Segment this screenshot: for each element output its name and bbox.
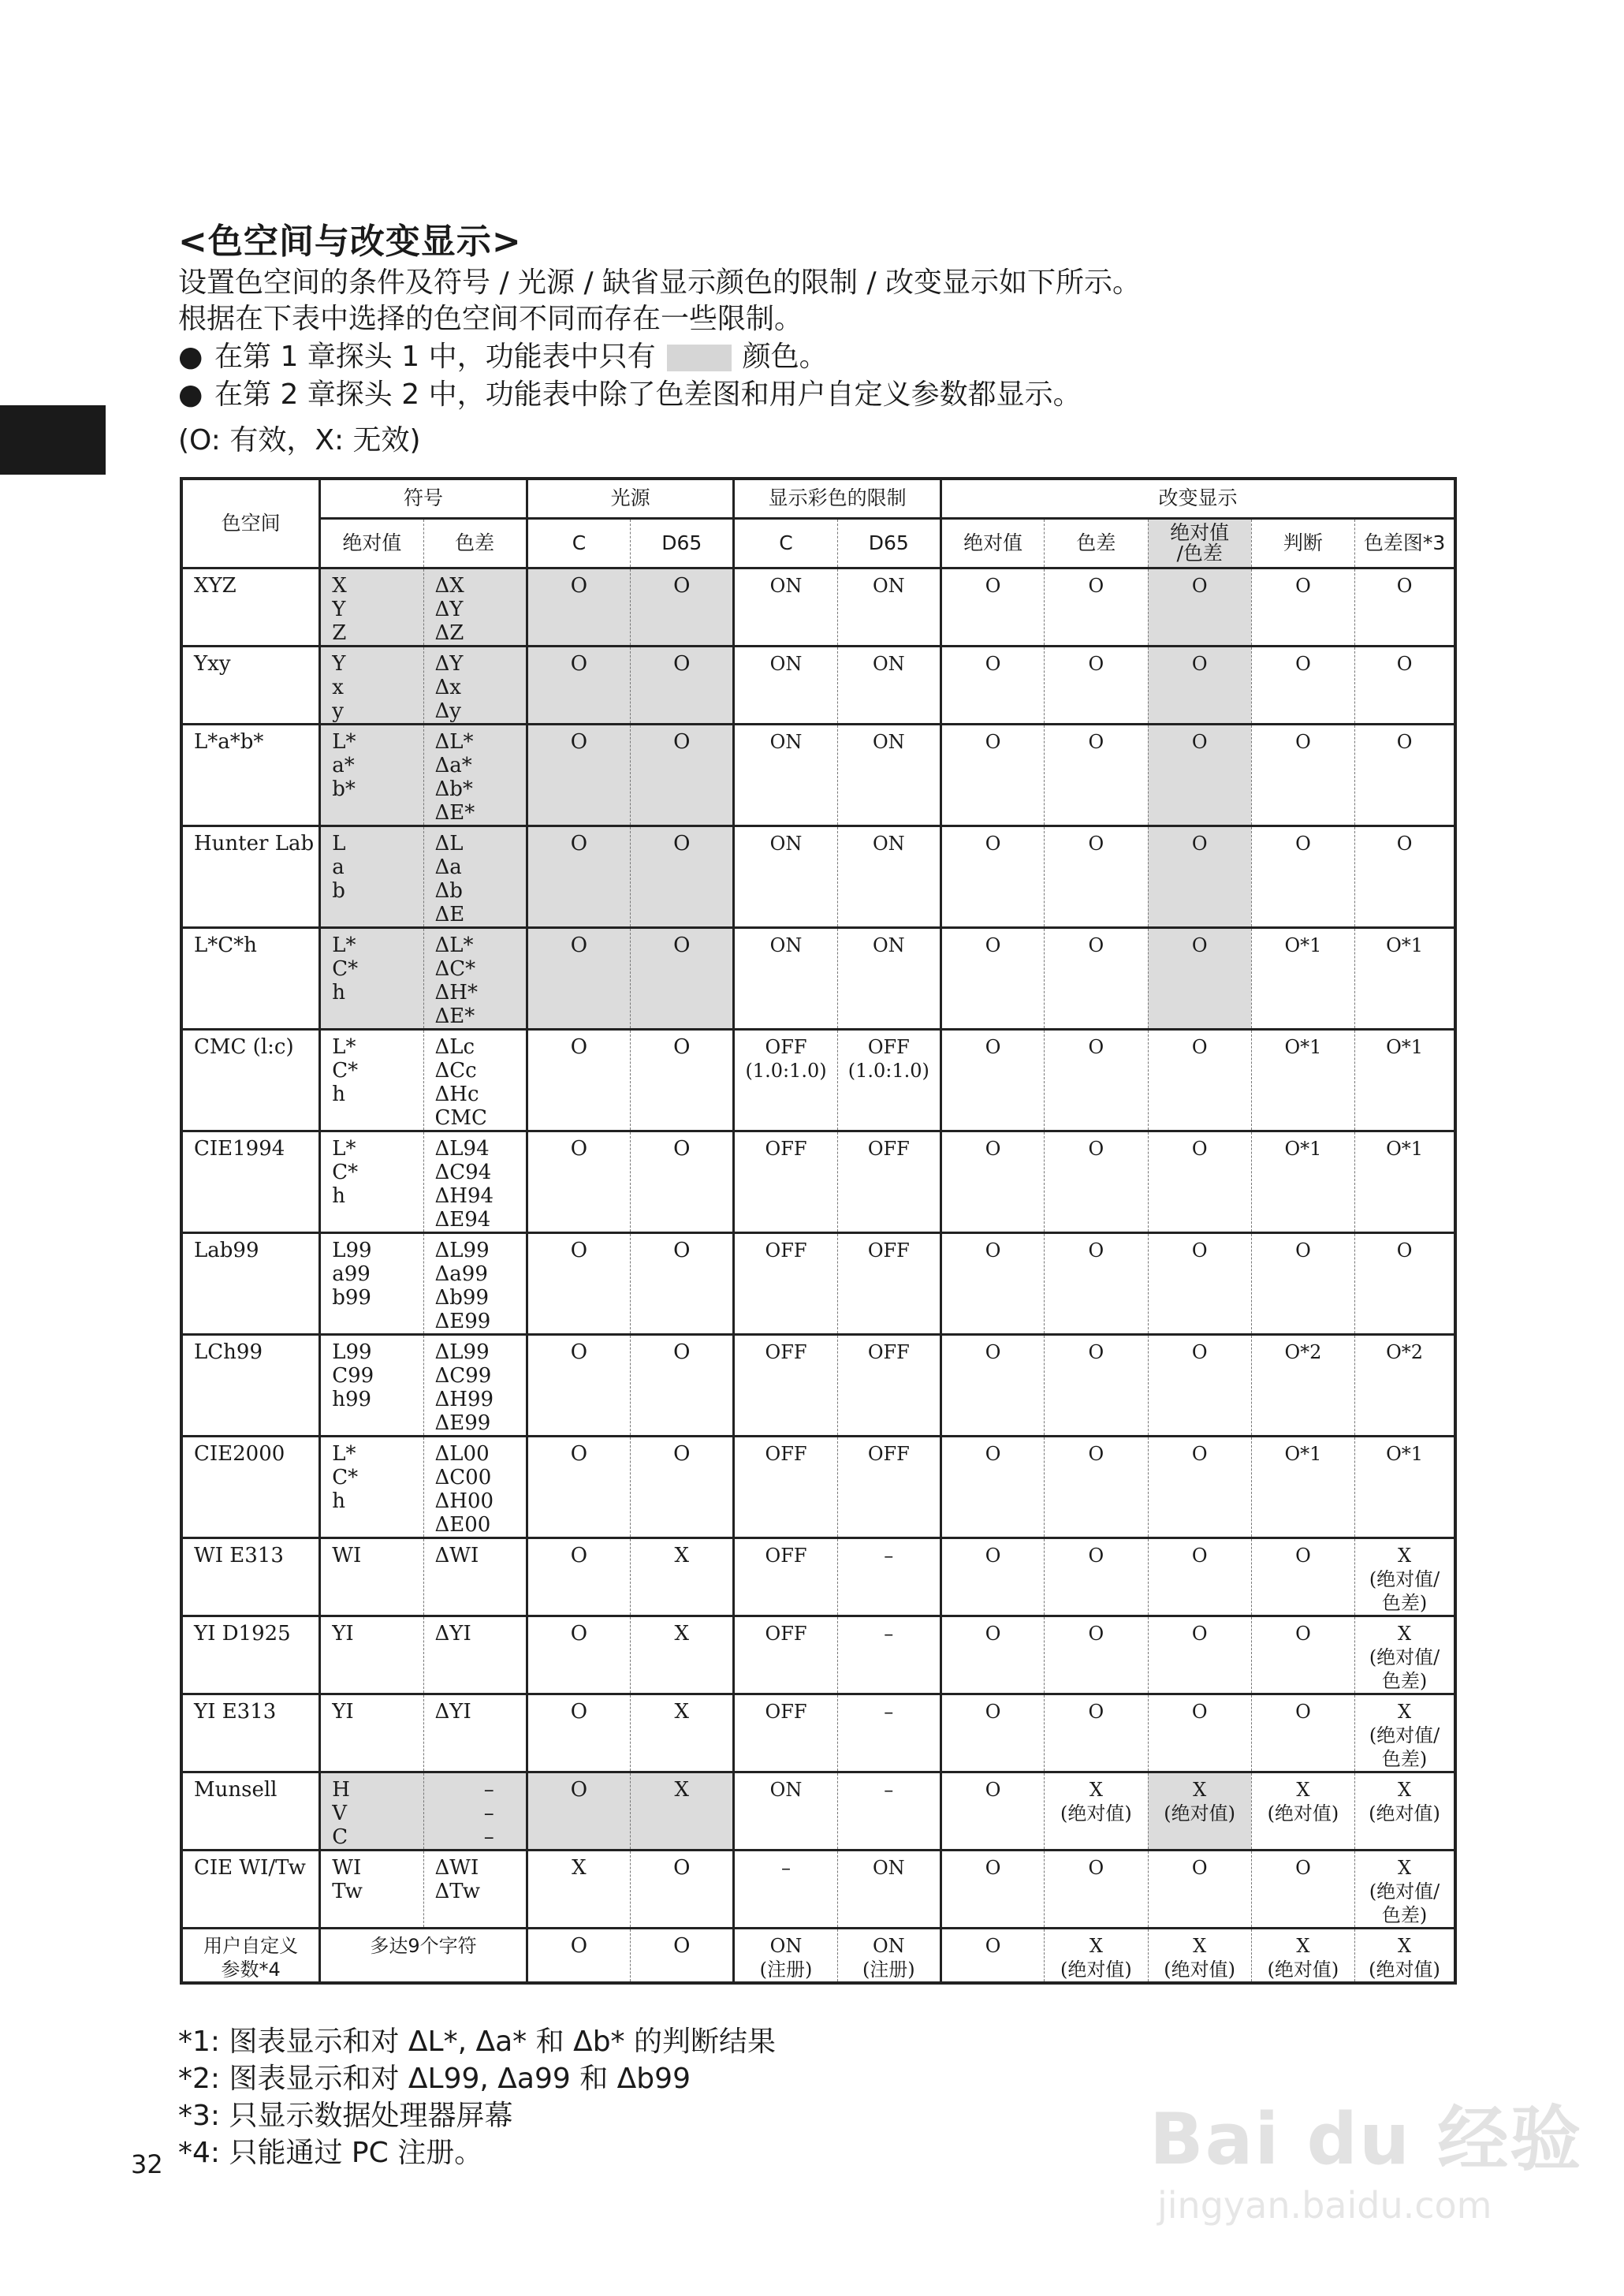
cell-diff: ΔY Δx Δy [423, 646, 527, 724]
user-cell-v5: X (绝对值) [1355, 1928, 1455, 1983]
cell-d65: X [631, 1616, 734, 1694]
cell-d65: O [631, 1232, 734, 1334]
cell-c: O [527, 1131, 630, 1232]
cell-v2: O [1045, 927, 1148, 1029]
cell-v2: O [1045, 1538, 1148, 1616]
cell-lim-c: OFF [734, 1334, 837, 1436]
cell-v5: O [1355, 646, 1455, 724]
cell-diff: – – – [423, 1772, 527, 1850]
cell-lim-c: ON [734, 646, 837, 724]
cell-lim-d65: ON [837, 1850, 941, 1928]
cell-abs: L a b [320, 826, 423, 927]
subheader-cell: D65 [631, 518, 734, 568]
cell-diff: ΔYI [423, 1616, 527, 1694]
table-row [181, 1850, 1455, 1928]
footnote-2: *2: 图表显示和对 ΔL99, Δa99 和 Δb99 [178, 2063, 691, 2095]
cell-v5: O*1 [1355, 1131, 1455, 1232]
cell-v3: O [1148, 568, 1251, 646]
table-row [181, 646, 1455, 724]
table-row [181, 568, 1455, 646]
cell-v4: O [1251, 568, 1354, 646]
cell-diff: ΔWI ΔTw [423, 1850, 527, 1928]
cell-diff: ΔX ΔY ΔZ [423, 568, 527, 646]
cell-lim-d65: OFF [837, 1131, 941, 1232]
cell-c: O [527, 1694, 630, 1772]
cell-lim-c: OFF [734, 1232, 837, 1334]
cell-v1: O [941, 1232, 1044, 1334]
header-illuminant: 光源 [527, 479, 734, 518]
bullet-item-2 [178, 377, 1082, 413]
cell-v1: O [941, 826, 1044, 927]
cell-c: O [527, 1772, 630, 1850]
cell-v4: O*1 [1251, 1436, 1354, 1538]
table-row-user-defined [181, 1928, 1455, 1983]
cell-c: O [527, 1538, 630, 1616]
cell-lim-c: OFF [734, 1538, 837, 1616]
cell-v5: X (绝对值/ 色差) [1355, 1616, 1455, 1694]
cell-v5: O*1 [1355, 927, 1455, 1029]
cell-v1: O [941, 1538, 1044, 1616]
cell-space: Yxy [181, 646, 320, 724]
cell-space: CIE WI/Tw [181, 1850, 320, 1928]
subheader-cell: 色差图*3 [1355, 518, 1455, 568]
cell-diff: ΔLc ΔCc ΔHc CMC [423, 1029, 527, 1131]
cell-lim-d65: OFF [837, 1232, 941, 1334]
cell-abs: L* a* b* [320, 724, 423, 826]
cell-lim-d65: – [837, 1616, 941, 1694]
chapter-tab-marker [0, 405, 106, 475]
bullet-text: 在第 1 章探头 1 中，功能表中只有 [214, 341, 656, 373]
cell-v1: O [941, 1334, 1044, 1436]
cell-v3: O [1148, 1232, 1251, 1334]
cell-lim-c: ON [734, 724, 837, 826]
footnotes [178, 2023, 776, 2171]
cell-lim-c: ON [734, 826, 837, 927]
cell-d65: O [631, 1029, 734, 1131]
cell-d65: O [631, 927, 734, 1029]
color-space-table [180, 477, 1457, 1985]
header-color-space: 色空间 [181, 479, 320, 568]
cell-space: Hunter Lab [181, 826, 320, 927]
cell-v2: O [1045, 646, 1148, 724]
cell-v4: O*1 [1251, 927, 1354, 1029]
footnote-1: *1: 图表显示和对 ΔL*, Δa* 和 Δb* 的判断结果 [178, 2026, 776, 2058]
user-cell-v2: X (绝对值) [1045, 1928, 1148, 1983]
user-cell-v3: X (绝对值) [1148, 1928, 1251, 1983]
subheader-cell: 绝对值 [320, 518, 423, 568]
cell-diff: ΔL Δa Δb ΔE [423, 826, 527, 927]
cell-abs: L* C* h [320, 1436, 423, 1538]
cell-v2: O [1045, 724, 1148, 826]
cell-space: CIE1994 [181, 1131, 320, 1232]
cell-space: L*a*b* [181, 724, 320, 826]
cell-space: YI E313 [181, 1694, 320, 1772]
user-cell-space: 用户自定义 参数*4 [181, 1928, 320, 1983]
cell-v2: O [1045, 1131, 1148, 1232]
cell-space: CMC (l:c) [181, 1029, 320, 1131]
cell-v3: X (绝对值) [1148, 1772, 1251, 1850]
table-row [181, 1029, 1455, 1131]
table-row [181, 826, 1455, 927]
cell-v4: O [1251, 1694, 1354, 1772]
cell-diff: ΔL* ΔC* ΔH* ΔE* [423, 927, 527, 1029]
user-cell-c: O [527, 1928, 630, 1983]
cell-c: O [527, 1616, 630, 1694]
section-heading: <色空间与改变显示> [178, 222, 522, 262]
cell-abs: X Y Z [320, 568, 423, 646]
cell-lim-d65: – [837, 1772, 941, 1850]
subheader-cell: D65 [837, 518, 941, 568]
cell-lim-d65: ON [837, 646, 941, 724]
bullet-item-1 [178, 339, 828, 375]
cell-v5: O*1 [1355, 1029, 1455, 1131]
cell-v1: O [941, 724, 1044, 826]
cell-v3: O [1148, 1694, 1251, 1772]
cell-v4: X (绝对值) [1251, 1772, 1354, 1850]
cell-d65: O [631, 1436, 734, 1538]
cell-lim-c: OFF [734, 1694, 837, 1772]
cell-v3: O [1148, 826, 1251, 927]
cell-c: X [527, 1850, 630, 1928]
cell-lim-c: – [734, 1850, 837, 1928]
cell-d65: O [631, 1131, 734, 1232]
table-row [181, 1694, 1455, 1772]
cell-c: O [527, 1436, 630, 1538]
header-chroma-limit: 显示彩色的限制 [734, 479, 941, 518]
cell-lim-d65: ON [837, 927, 941, 1029]
cell-lim-c: OFF [734, 1616, 837, 1694]
cell-v5: X (绝对值) [1355, 1772, 1455, 1850]
cell-lim-d65: ON [837, 826, 941, 927]
cell-d65: X [631, 1772, 734, 1850]
cell-d65: O [631, 646, 734, 724]
cell-v4: O*1 [1251, 1131, 1354, 1232]
bullet-icon: ● [178, 341, 203, 373]
cell-v1: O [941, 1029, 1044, 1131]
cell-v4: O [1251, 646, 1354, 724]
cell-lim-d65: OFF [837, 1334, 941, 1436]
cell-v3: O [1148, 1850, 1251, 1928]
table-row [181, 927, 1455, 1029]
cell-lim-c: ON [734, 568, 837, 646]
cell-v3: O [1148, 1616, 1251, 1694]
cell-v1: O [941, 1616, 1044, 1694]
cell-v1: O [941, 1850, 1044, 1928]
cell-diff: ΔL00 ΔC00 ΔH00 ΔE00 [423, 1436, 527, 1538]
cell-v2: O [1045, 1029, 1148, 1131]
table-row [181, 724, 1455, 826]
cell-v2: O [1045, 1694, 1148, 1772]
subheader-cell: 色差 [423, 518, 527, 568]
cell-abs: WI Tw [320, 1850, 423, 1928]
user-cell-symbol: 多达9个字符 [320, 1928, 527, 1983]
baidu-watermark-logo: Bai du 经验 [1149, 2098, 1583, 2181]
cell-v3: O [1148, 1131, 1251, 1232]
bullet-text-after: 颜色。 [742, 341, 828, 373]
cell-v1: O [941, 1772, 1044, 1850]
cell-v3: O [1148, 1538, 1251, 1616]
bullet-text: 在第 2 章探头 2 中，功能表中除了色差图和用户自定义参数都显示。 [214, 378, 1082, 411]
cell-space: XYZ [181, 568, 320, 646]
cell-c: O [527, 1029, 630, 1131]
cell-lim-c: ON [734, 927, 837, 1029]
cell-v4: O [1251, 826, 1354, 927]
cell-diff: ΔL99 Δa99 Δb99 ΔE99 [423, 1232, 527, 1334]
cell-lim-c: OFF [734, 1436, 837, 1538]
intro-line-2: 根据在下表中选择的色空间不同而存在一些限制。 [178, 303, 803, 335]
cell-abs: Y x y [320, 646, 423, 724]
cell-v2: O [1045, 1850, 1148, 1928]
cell-c: O [527, 1334, 630, 1436]
subheader-cell: 判断 [1251, 518, 1354, 568]
table-row [181, 1334, 1455, 1436]
cell-abs: WI [320, 1538, 423, 1616]
cell-lim-d65: OFF (1.0:1.0) [837, 1029, 941, 1131]
cell-v4: O [1251, 1616, 1354, 1694]
cell-space: YI D1925 [181, 1616, 320, 1694]
cell-v1: O [941, 927, 1044, 1029]
cell-abs: L* C* h [320, 1131, 423, 1232]
cell-v3: O [1148, 724, 1251, 826]
cell-v2: O [1045, 1232, 1148, 1334]
table-row [181, 1232, 1455, 1334]
cell-v5: O*1 [1355, 1436, 1455, 1538]
cell-diff: ΔL* Δa* Δb* ΔE* [423, 724, 527, 826]
cell-d65: X [631, 1694, 734, 1772]
table-row [181, 1772, 1455, 1850]
cell-v1: O [941, 1131, 1044, 1232]
cell-abs: L99 C99 h99 [320, 1334, 423, 1436]
cell-v1: O [941, 1436, 1044, 1538]
cell-c: O [527, 646, 630, 724]
table-row [181, 1131, 1455, 1232]
header-display-change: 改变显示 [941, 479, 1455, 518]
cell-lim-c: OFF [734, 1131, 837, 1232]
cell-v3: O [1148, 927, 1251, 1029]
cell-v4: O [1251, 1850, 1354, 1928]
page-number: 32 [131, 2149, 163, 2179]
user-cell-v4: X (绝对值) [1251, 1928, 1354, 1983]
cell-c: O [527, 927, 630, 1029]
cell-v5: O [1355, 568, 1455, 646]
cell-diff: ΔL99 ΔC99 ΔH99 ΔE99 [423, 1334, 527, 1436]
cell-d65: O [631, 826, 734, 927]
cell-d65: O [631, 568, 734, 646]
cell-v1: O [941, 568, 1044, 646]
cell-v1: O [941, 1694, 1044, 1772]
cell-abs: L* C* h [320, 927, 423, 1029]
cell-v2: O [1045, 568, 1148, 646]
cell-v5: O*2 [1355, 1334, 1455, 1436]
cell-lim-c: OFF (1.0:1.0) [734, 1029, 837, 1131]
cell-abs: YI [320, 1694, 423, 1772]
cell-v4: O*1 [1251, 1029, 1354, 1131]
cell-d65: X [631, 1538, 734, 1616]
cell-v5: X (绝对值/ 色差) [1355, 1694, 1455, 1772]
cell-abs: H V C [320, 1772, 423, 1850]
cell-v2: X (绝对值) [1045, 1772, 1148, 1850]
cell-c: O [527, 1232, 630, 1334]
cell-v2: O [1045, 826, 1148, 927]
cell-c: O [527, 826, 630, 927]
user-cell-lim-c: ON (注册) [734, 1928, 837, 1983]
cell-v3: O [1148, 1334, 1251, 1436]
cell-v4: O [1251, 1538, 1354, 1616]
cell-d65: O [631, 724, 734, 826]
cell-v3: O [1148, 1029, 1251, 1131]
cell-c: O [527, 568, 630, 646]
cell-v2: O [1045, 1436, 1148, 1538]
table-row [181, 1436, 1455, 1538]
cell-lim-d65: ON [837, 724, 941, 826]
cell-diff: ΔYI [423, 1694, 527, 1772]
cell-space: Munsell [181, 1772, 320, 1850]
cell-v5: X (绝对值/ 色差) [1355, 1538, 1455, 1616]
cell-d65: O [631, 1850, 734, 1928]
cell-v4: O [1251, 1232, 1354, 1334]
cell-lim-d65: – [837, 1694, 941, 1772]
footnote-4: *4: 只能通过 PC 注册。 [178, 2137, 483, 2169]
cell-diff: ΔL94 ΔC94 ΔH94 ΔE94 [423, 1131, 527, 1232]
cell-abs: L* C* h [320, 1029, 423, 1131]
cell-space: L*C*h [181, 927, 320, 1029]
cell-v5: O [1355, 826, 1455, 927]
footnote-3: *3: 只显示数据处理器屏幕 [178, 2100, 513, 2132]
cell-v5: X (绝对值/ 色差) [1355, 1850, 1455, 1928]
cell-v2: O [1045, 1616, 1148, 1694]
gray-swatch [667, 345, 732, 371]
cell-v4: O*2 [1251, 1334, 1354, 1436]
cell-lim-d65: – [837, 1538, 941, 1616]
legend-line: (O: 有效，X: 无效) [178, 424, 421, 457]
cell-abs: YI [320, 1616, 423, 1694]
cell-v4: O [1251, 724, 1354, 826]
cell-diff: ΔWI [423, 1538, 527, 1616]
header-symbol: 符号 [320, 479, 527, 518]
cell-lim-c: ON [734, 1772, 837, 1850]
cell-abs: L99 a99 b99 [320, 1232, 423, 1334]
table-row [181, 1538, 1455, 1616]
cell-v1: O [941, 646, 1044, 724]
user-cell-d65: O [631, 1928, 734, 1983]
cell-v5: O [1355, 1232, 1455, 1334]
cell-c: O [527, 724, 630, 826]
table-row [181, 1616, 1455, 1694]
intro-line-1: 设置色空间的条件及符号 / 光源 / 缺省显示颜色的限制 / 改变显示如下所示。 [178, 266, 1142, 299]
cell-v2: O [1045, 1334, 1148, 1436]
cell-space: LCh99 [181, 1334, 320, 1436]
subheader-cell: C [734, 518, 837, 568]
cell-space: Lab99 [181, 1232, 320, 1334]
bullet-icon: ● [178, 378, 203, 411]
subheader-cell: 绝对值 [941, 518, 1044, 568]
cell-d65: O [631, 1334, 734, 1436]
cell-lim-d65: ON [837, 568, 941, 646]
subheader-cell: C [527, 518, 630, 568]
subheader-cell: 绝对值 /色差 [1148, 518, 1251, 568]
cell-space: WI E313 [181, 1538, 320, 1616]
user-cell-v1: O [941, 1928, 1044, 1983]
cell-v5: O [1355, 724, 1455, 826]
user-cell-lim-d65: ON (注册) [837, 1928, 941, 1983]
cell-v3: O [1148, 1436, 1251, 1538]
cell-v3: O [1148, 646, 1251, 724]
cell-lim-d65: OFF [837, 1436, 941, 1538]
baidu-watermark-url: jingyan.baidu.com [1157, 2184, 1492, 2227]
subheader-cell: 色差 [1045, 518, 1148, 568]
cell-space: CIE2000 [181, 1436, 320, 1538]
